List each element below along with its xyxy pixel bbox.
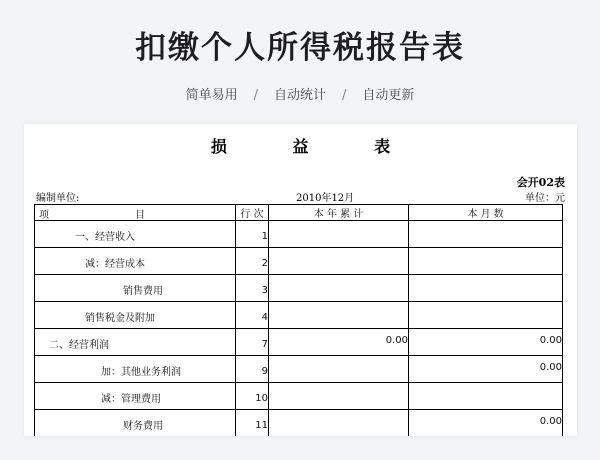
tag-easy: 简单易用 — [185, 88, 238, 103]
tag-separator: / — [253, 88, 258, 103]
table-row — [35, 302, 563, 329]
table-row — [35, 221, 563, 248]
row-line-number: 10 — [255, 393, 268, 404]
row-item-cell[interactable] — [35, 248, 236, 275]
spreadsheet-preview — [24, 124, 577, 436]
row-month-cell[interactable] — [409, 275, 563, 302]
column-header-item-a: 项 — [39, 210, 49, 221]
row-month-cell[interactable] — [409, 302, 563, 329]
row-line-number: 9 — [261, 366, 268, 377]
row-line-cell[interactable] — [236, 221, 269, 248]
row-ytd-cell[interactable] — [269, 356, 409, 383]
row-line-number: 7 — [261, 339, 268, 350]
row-item-label: 一、经营收入 — [75, 232, 135, 243]
table-row — [35, 410, 563, 437]
row-ytd-cell[interactable] — [269, 383, 409, 410]
row-item-cell[interactable] — [35, 356, 236, 383]
table-header-row — [35, 205, 563, 221]
income-statement-table — [34, 204, 563, 436]
row-line-number: 3 — [261, 285, 268, 296]
row-month-cell[interactable] — [409, 410, 563, 437]
unit-label: 单位：元 — [525, 193, 565, 204]
row-item-cell[interactable] — [35, 410, 236, 437]
page-title: 扣缴个人所得税报告表 — [135, 30, 465, 66]
row-line-number: 11 — [255, 420, 268, 431]
row-ytd-cell[interactable] — [269, 302, 409, 329]
row-item-label: 销售税金及附加 — [85, 313, 155, 324]
document-title: 损 益 表 — [210, 137, 421, 156]
tag-auto-update: 自动更新 — [362, 88, 415, 103]
table-row — [35, 356, 563, 383]
row-month-value: 0.00 — [539, 335, 562, 346]
form-code: 会开02表 — [516, 176, 565, 189]
row-month-cell[interactable] — [409, 221, 563, 248]
row-line-number: 4 — [261, 312, 268, 323]
tag-separator: / — [342, 88, 347, 103]
row-item-label: 销售费用 — [123, 286, 163, 297]
row-month-cell[interactable] — [409, 356, 563, 383]
row-line-cell[interactable] — [236, 248, 269, 275]
table-row — [35, 329, 563, 356]
row-item-cell[interactable] — [35, 329, 236, 356]
prepared-by-label: 编制单位: — [36, 193, 80, 204]
report-period: 2010年12月 — [296, 193, 355, 204]
row-item-label: 减：管理费用 — [101, 394, 161, 405]
row-ytd-cell[interactable] — [269, 329, 409, 356]
row-ytd-cell[interactable] — [269, 221, 409, 248]
row-month-value: 0.00 — [539, 416, 562, 427]
row-item-label: 财务费用 — [123, 421, 163, 432]
row-line-number: 2 — [261, 258, 268, 269]
row-month-cell[interactable] — [409, 329, 563, 356]
row-line-cell[interactable] — [236, 356, 269, 383]
row-item-cell[interactable] — [35, 302, 236, 329]
row-ytd-cell[interactable] — [269, 248, 409, 275]
row-ytd-cell[interactable] — [269, 275, 409, 302]
row-item-label: 减：经营成本 — [85, 259, 145, 270]
row-item-cell[interactable] — [35, 275, 236, 302]
column-header-ytd: 本 年 累 计 — [269, 205, 409, 221]
column-header-month: 本 月 数 — [409, 205, 563, 221]
table-row — [35, 383, 563, 410]
row-item-cell[interactable] — [35, 383, 236, 410]
row-ytd-value: 0.00 — [385, 335, 408, 346]
table-row — [35, 248, 563, 275]
row-ytd-cell[interactable] — [269, 410, 409, 437]
row-month-cell[interactable] — [409, 383, 563, 410]
column-header-item-b: 目 — [135, 210, 145, 221]
feature-tagline — [0, 84, 600, 103]
column-header-line: 行 次 — [236, 205, 269, 221]
row-line-number: 1 — [261, 231, 268, 242]
row-line-cell[interactable] — [236, 329, 269, 356]
row-line-cell[interactable] — [236, 302, 269, 329]
row-item-cell[interactable] — [35, 221, 236, 248]
row-line-cell[interactable] — [236, 383, 269, 410]
row-item-label: 加：其他业务利润 — [101, 367, 181, 378]
tag-auto-stats: 自动统计 — [273, 88, 326, 103]
row-month-value: 0.00 — [539, 362, 562, 373]
table-row — [35, 275, 563, 302]
row-month-cell[interactable] — [409, 248, 563, 275]
row-line-cell[interactable] — [236, 410, 269, 437]
column-header-item — [35, 205, 236, 221]
row-line-cell[interactable] — [236, 275, 269, 302]
row-item-label: 二、经营利润 — [49, 340, 109, 351]
